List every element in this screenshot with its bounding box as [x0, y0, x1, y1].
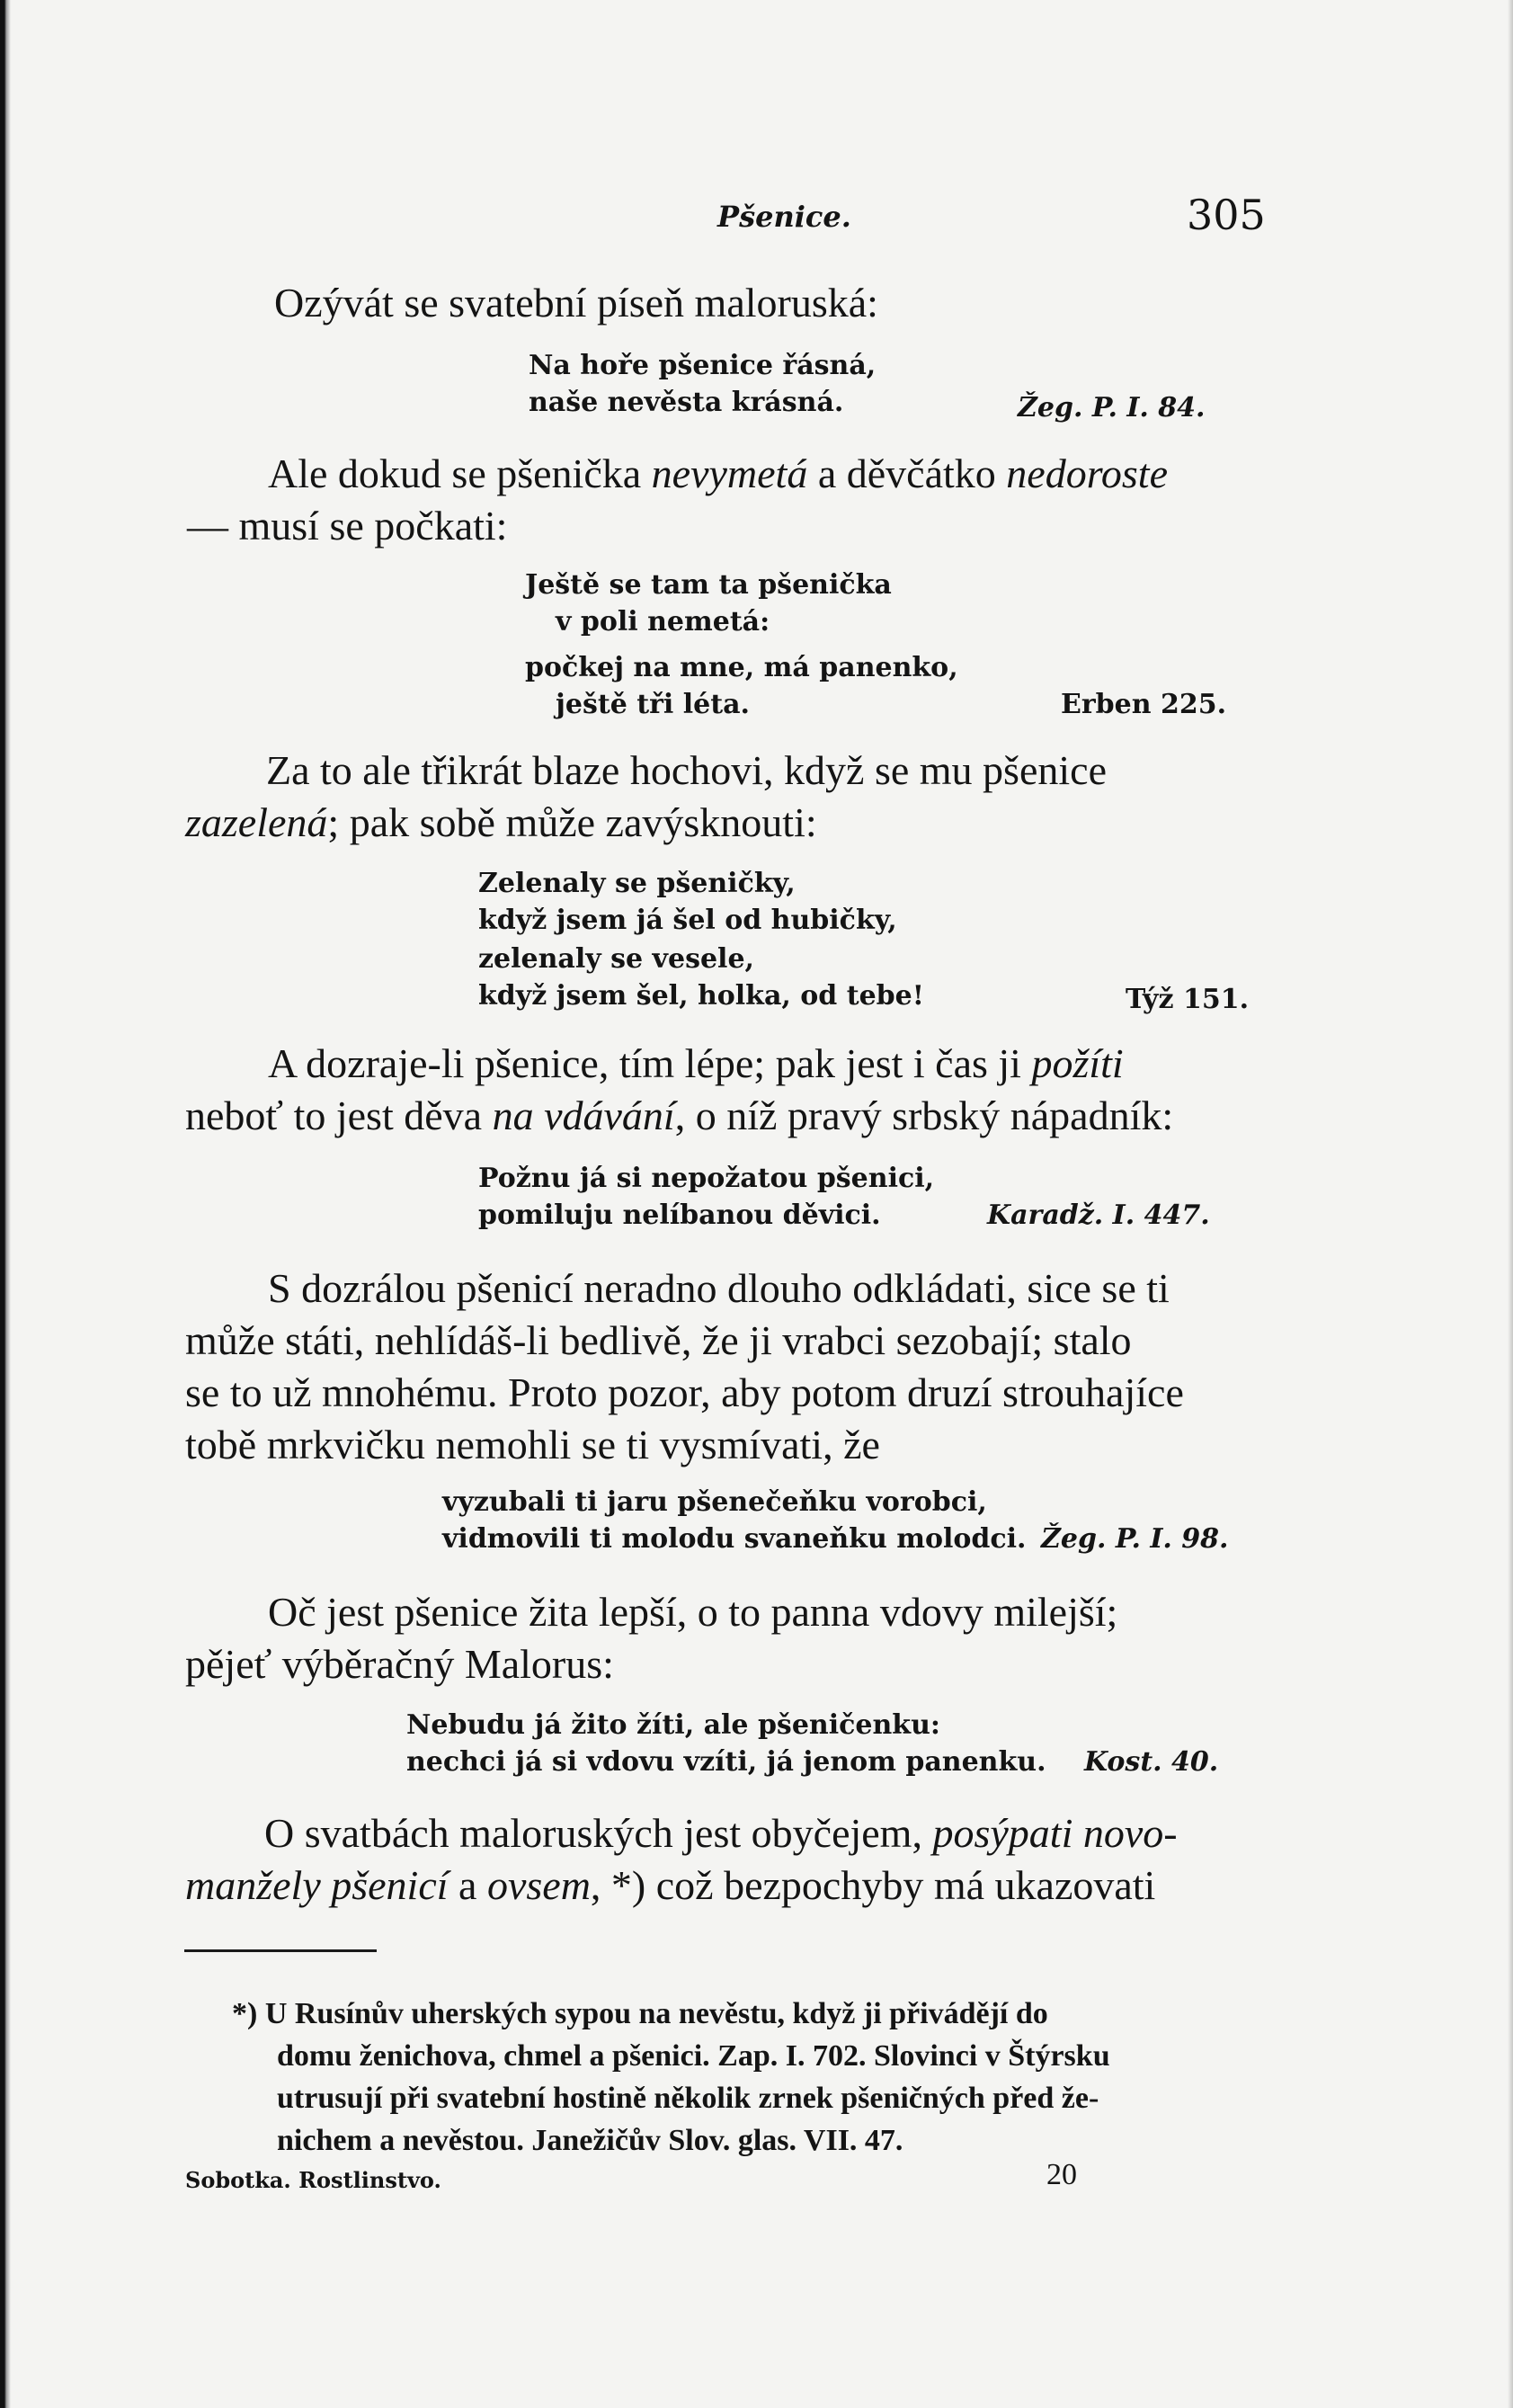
paragraph-4-line-2: neboť to jest děva na vdávání, o níž pravý srbský nápadník:: [185, 1093, 1174, 1138]
term-nedoroste: nedoroste: [1006, 450, 1169, 496]
term-poziti: požíti: [1031, 1040, 1124, 1086]
verse-5-line-1: vyzubali ti jaru pšenečeňku vorobci,: [442, 1486, 987, 1518]
verse-6-line-2: nechci já si vdovu vzíti, já jenom panenku.: [406, 1746, 1046, 1778]
verse-3-line-4: když jsem šel, holka, od tebe!: [478, 980, 924, 1012]
paragraph-5-line-3: se to už mnohému. Proto pozor, aby potom druzí strouhajíce: [185, 1369, 1184, 1415]
verse-1-line-2: naše nevěsta krásná.: [529, 387, 844, 418]
paragraph-4-line-1: A dozraje-li pšenice, tím lépe; pak jest i čas ji požíti: [268, 1040, 1124, 1086]
verse-3-line-3: zelenaly se vesele,: [478, 943, 754, 975]
verse-3-line-2: když jsem já šel od hubičky,: [478, 905, 897, 936]
paragraph-6-line-1: Oč jest pšenice žita lepší, o to panna vdovy milejší;: [268, 1589, 1118, 1635]
verse-4-line-2: pomiluju nelíbanou děvici.: [478, 1200, 881, 1231]
verse-1-source: Žeg. P. I. 84.: [1018, 392, 1206, 424]
term-posypati-novo: posýpati novo-: [932, 1810, 1178, 1856]
footnote-rule: [184, 1949, 377, 1952]
paragraph-5-line-2: může státi, nehlídáš-li bedlivě, že ji vrabci sezobají; stalo: [185, 1317, 1132, 1363]
paragraph-6-line-2: pějeť výběračný Malorus:: [185, 1641, 614, 1687]
verse-2-line-2: v poli nemetá:: [556, 606, 770, 638]
verse-3-source: Týž 151.: [1126, 984, 1250, 1015]
footnote-line-1: *) U Rusínův uherských sypou na nevěstu, když ji přivádějí do: [232, 1997, 1048, 2030]
term-manzely-psenici: manžely pšenicí: [185, 1862, 449, 1908]
verse-5-line-2: vidmovili ti molodu svaneňku molodci.: [442, 1523, 1027, 1555]
term-nevymeta: nevymetá: [651, 450, 808, 496]
term-ovsem: ovsem: [486, 1862, 591, 1908]
verse-4-source: Karadž. I. 447.: [987, 1200, 1210, 1231]
running-header-title: Pšenice.: [717, 200, 851, 234]
paragraph-3-line-1: Za to ale třikrát blaze hochovi, když se mu pšenice: [266, 747, 1107, 793]
paragraph-7-line-1: O svatbách maloruských jest obyčejem, posýpati novo-: [264, 1810, 1178, 1856]
verse-6-source: Kost. 40.: [1084, 1746, 1219, 1778]
verse-6-line-1: Nebudu já žito žíti, ale pšeničenku:: [406, 1709, 940, 1741]
term-na-vdavani: na vdávání: [492, 1093, 675, 1138]
paragraph-5-line-4: tobě mrkvičku nemohli se ti vysmívati, že: [185, 1422, 880, 1467]
signature-mark: Sobotka. Rostlinstvo.: [185, 2167, 441, 2193]
verse-2-line-3: počkej na mne, má panenko,: [525, 652, 958, 683]
verse-5-source: Žeg. P. I. 98.: [1041, 1523, 1229, 1555]
verse-3-line-1: Zelenaly se pšeničky,: [478, 868, 796, 899]
page-number: 305: [1187, 191, 1266, 239]
footnote-line-2: domu ženichova, chmel a pšenici. Zap. I. 702. Slovinci v Štýrsku: [277, 2039, 1110, 2073]
paragraph-2-line-1: Ale dokud se pšenička nevymetá a děvčátko nedoroste: [268, 450, 1169, 496]
signature-number: 20: [1046, 2158, 1077, 2191]
page-edge-left: [0, 0, 11, 2408]
verse-2-source: Erben 225.: [1061, 689, 1227, 720]
paragraph-7-line-2: manžely pšenicí a ovsem, *) což bezpochyby má ukazovati: [185, 1862, 1156, 1908]
paragraph-2-line-2: — musí se počkati:: [187, 503, 508, 548]
paragraph-1-line-1: Ozývát se svatební píseň maloruská:: [274, 280, 878, 326]
verse-2-line-1: Ještě se tam ta pšenička: [525, 569, 892, 601]
footnote-line-3: utrusují při svatební hostině několik zrnek pšeničných před že-: [277, 2082, 1099, 2115]
footnote-line-4: nichem a nevěstou. Janežičův Slov. glas. VII. 47.: [277, 2124, 903, 2157]
term-zazelena: zazelená: [185, 799, 328, 845]
verse-1-line-1: Na hoře pšenice řásná,: [529, 350, 877, 381]
paragraph-5-line-1: S dozrálou pšenicí neradno dlouho odkládati, sice se ti: [268, 1265, 1170, 1311]
verse-4-line-1: Požnu já si nepožatou pšenici,: [478, 1163, 935, 1194]
verse-2-line-4: ještě tři léta.: [556, 689, 750, 720]
paragraph-3-line-2: zazelená; pak sobě může zavýsknouti:: [185, 799, 817, 845]
page-edge-right: [1508, 0, 1513, 2408]
